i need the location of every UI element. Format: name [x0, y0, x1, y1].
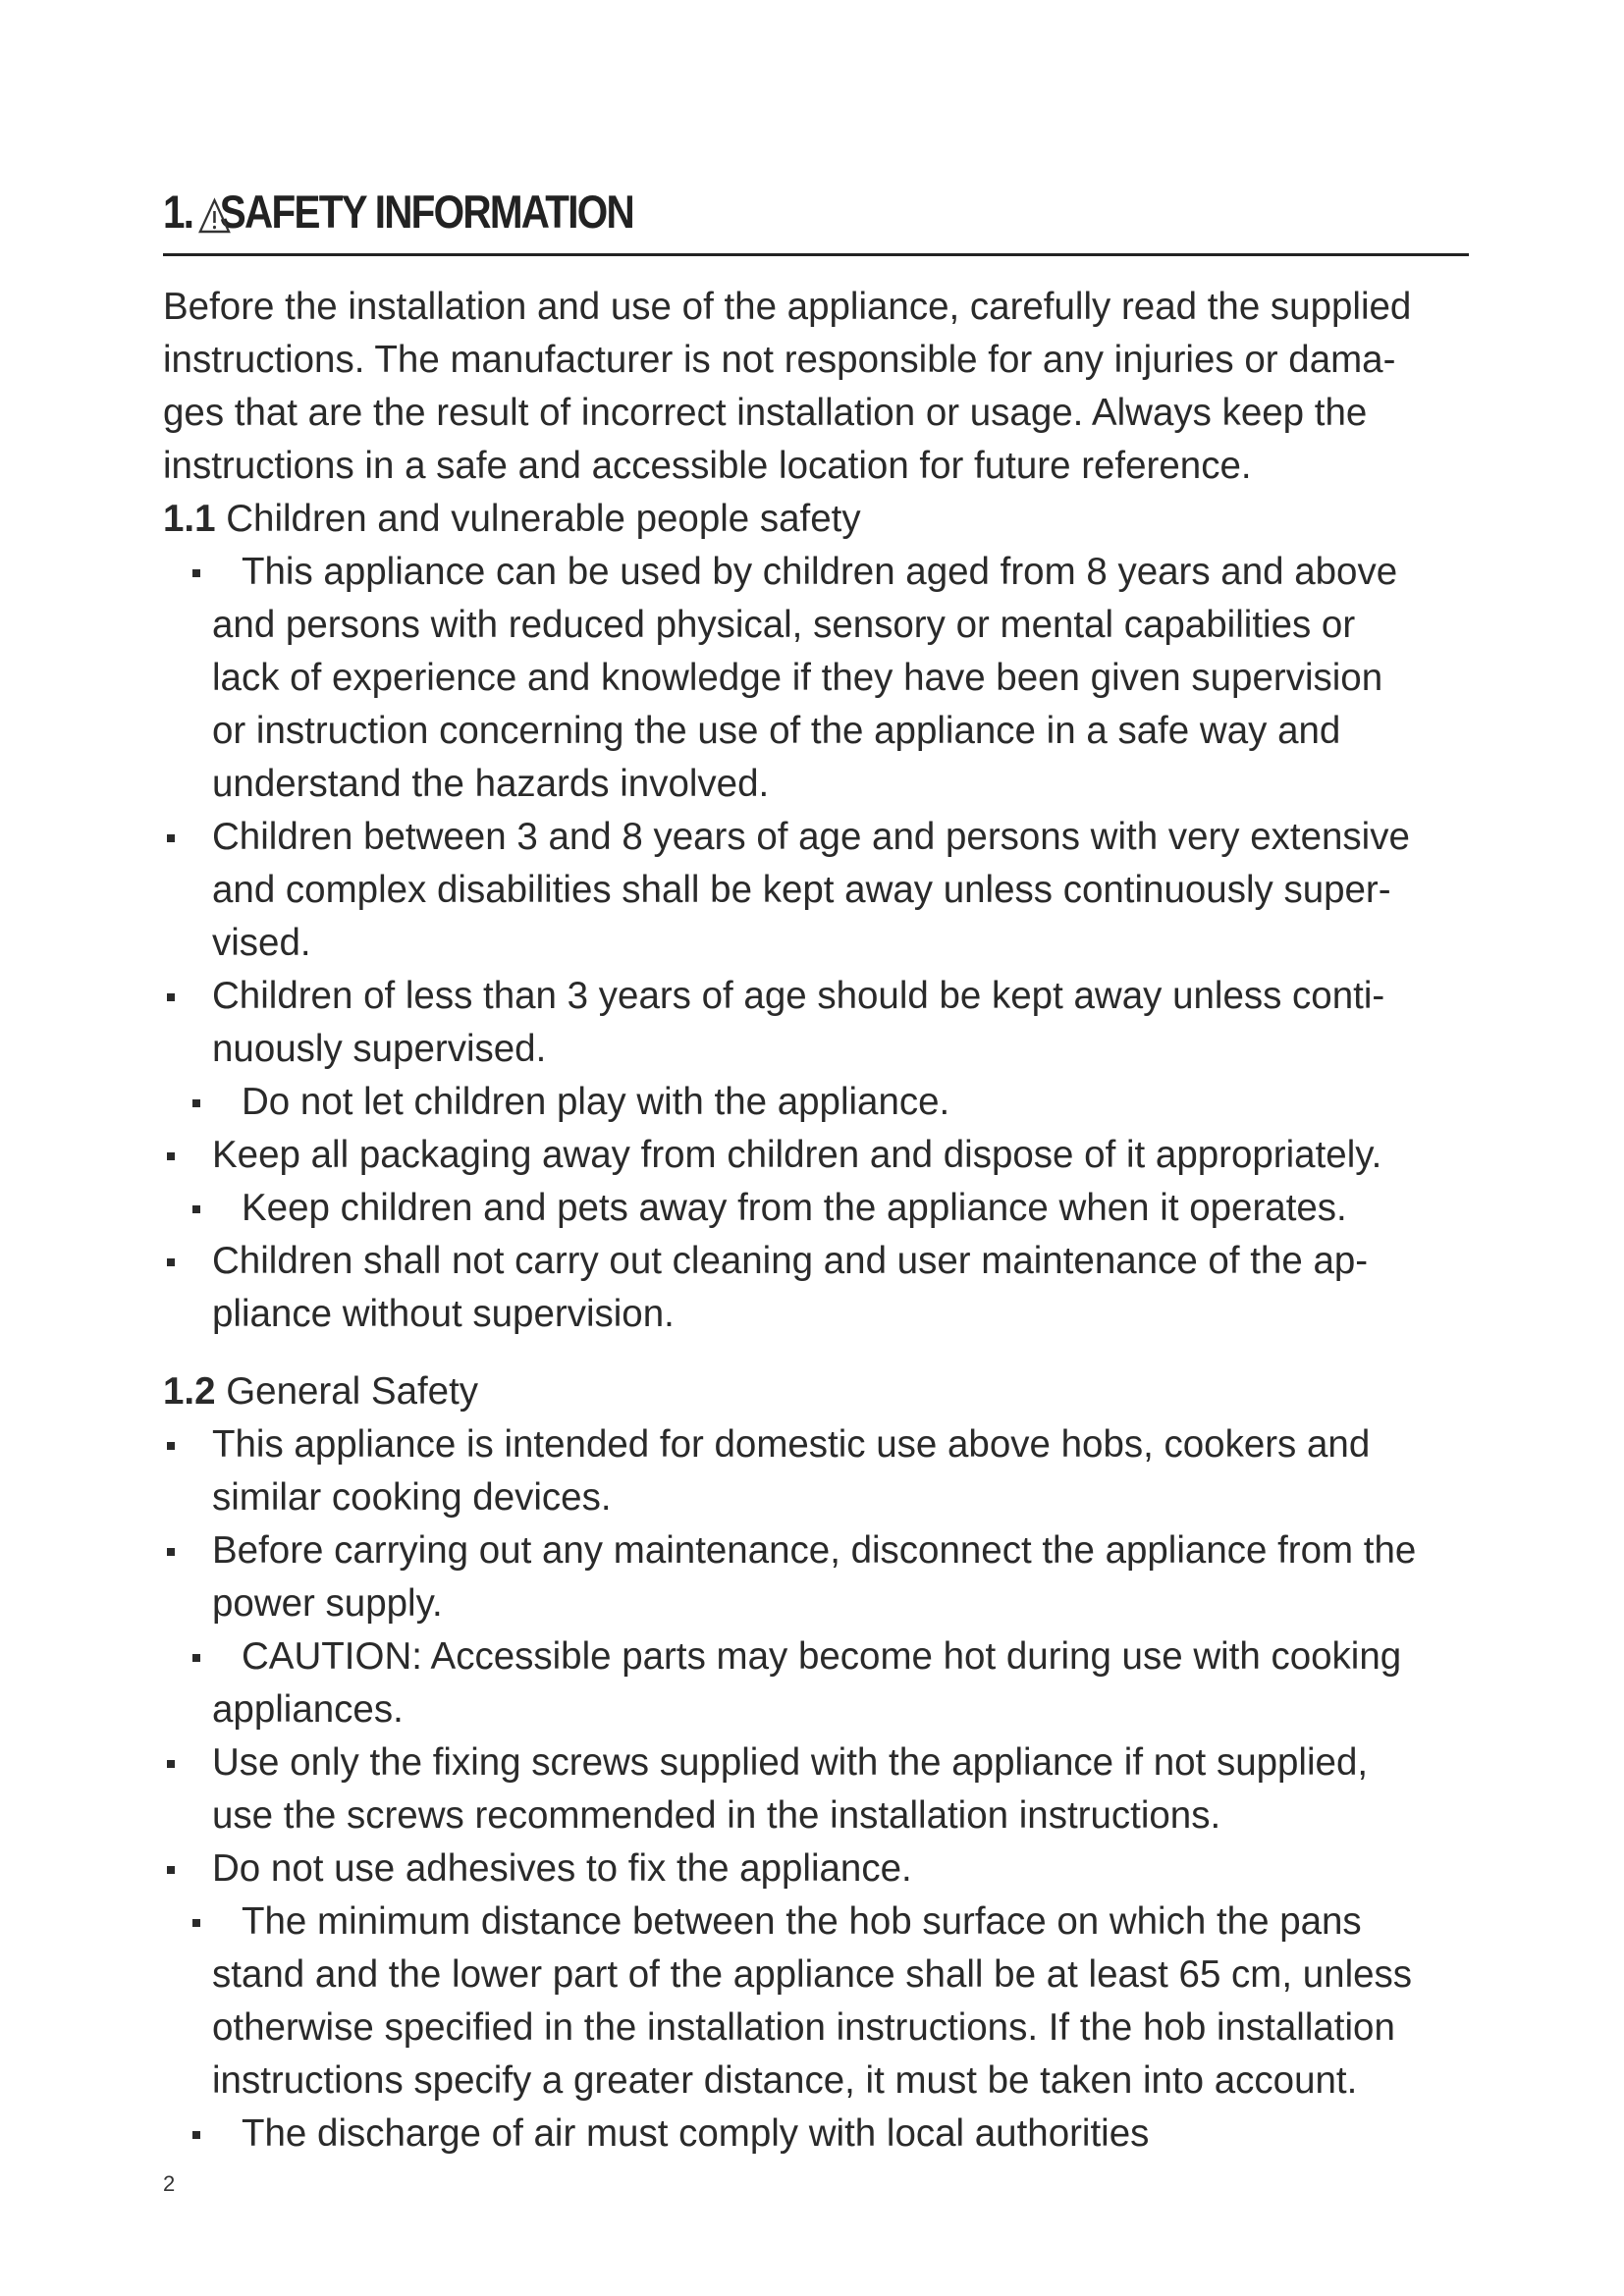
list-item-line: lack of experience and knowledge if they have been given supervision	[212, 657, 1383, 699]
heading-divider	[163, 253, 1469, 256]
intro-line: Before the installation and use of the appliance, carefully read the supplied	[163, 286, 1412, 328]
list-item-line: power supply.	[212, 1582, 443, 1625]
list-item	[212, 1182, 1347, 1235]
subsection-2-number: 1.2	[163, 1370, 216, 1413]
bullet-icon	[192, 2131, 200, 2139]
list-item	[212, 546, 1397, 811]
list-item-line: nuously supervised.	[212, 1028, 547, 1070]
warning-triangle-icon	[197, 196, 231, 236]
list-item-line: This appliance is intended for domestic use above hobs, cookers and	[212, 1423, 1371, 1466]
subsection-2-heading	[163, 1365, 478, 1418]
list-item	[212, 1235, 1368, 1341]
intro-paragraph	[163, 281, 1479, 493]
bullet-icon	[192, 1099, 200, 1107]
bullet-icon	[167, 1760, 175, 1768]
list-item-line: understand the hazards involved.	[212, 763, 770, 805]
bullet-icon	[192, 1919, 200, 1927]
bullet-icon	[167, 993, 175, 1001]
list-item	[212, 1076, 949, 1129]
list-item-line: Keep all packaging away from children and dispose of it appropriately.	[212, 1134, 1382, 1176]
list-item-line: vised.	[212, 922, 311, 964]
bullet-icon	[167, 1548, 175, 1556]
list-item	[212, 1418, 1370, 1524]
list-item-line: or instruction concerning the use of the appliance in a safe way and	[212, 710, 1341, 752]
subsection-2-title: General Safety	[215, 1370, 479, 1413]
list-item-line: similar cooking devices.	[212, 1476, 612, 1519]
list-item-line: instructions specify a greater distance, it must be taken into account.	[212, 2059, 1358, 2102]
bullet-icon	[167, 1442, 175, 1450]
list-item-line: Children shall not carry out cleaning and user maintenance of the ap-	[212, 1240, 1369, 1282]
list-item-line: This appliance can be used by children aged from 8 years and above	[242, 551, 1398, 593]
list-item-line: pliance without supervision.	[212, 1293, 675, 1335]
subsection-1-number: 1.1	[163, 498, 216, 540]
list-item	[212, 1842, 912, 1896]
list-item-line: Do not let children play with the appliance.	[242, 1081, 950, 1123]
list-item-line: Children between 3 and 8 years of age and persons with very extensive	[212, 816, 1410, 858]
list-item	[212, 1630, 1401, 1736]
section-title: SAFETY INFORMATION	[219, 186, 633, 238]
list-item-line: Keep children and pets away from the appliance when it operates.	[242, 1187, 1347, 1229]
bullet-icon	[167, 1152, 175, 1160]
bullet-icon	[192, 1654, 200, 1662]
list-item-line: Use only the fixing screws supplied with the appliance if not supplied,	[212, 1741, 1369, 1784]
list-item-line: and persons with reduced physical, sensory or mental capabilities or	[212, 604, 1356, 646]
list-item-line: The discharge of air must comply with local authorities	[242, 2112, 1150, 2155]
list-item	[212, 1896, 1412, 2108]
list-item	[212, 970, 1384, 1076]
bullet-icon	[192, 1205, 200, 1213]
list-item-line: The minimum distance between the hob surface on which the pans	[242, 1900, 1362, 1943]
bullet-icon	[167, 834, 175, 842]
list-item-line: use the screws recommended in the installation instructions.	[212, 1794, 1221, 1837]
list-item-line: CAUTION: Accessible parts may become hot during use with cooking	[242, 1635, 1402, 1678]
list-item	[212, 1736, 1368, 1842]
list-item	[212, 811, 1410, 970]
bullet-icon	[167, 1866, 175, 1874]
list-item-line: Children of less than 3 years of age should be kept away unless conti-	[212, 975, 1385, 1017]
list-item	[212, 1524, 1416, 1630]
section-number: 1.	[163, 186, 193, 238]
bullet-icon	[167, 1258, 175, 1266]
list-item-line: stand and the lower part of the appliance shall be at least 65 cm, unless	[212, 1953, 1413, 1996]
subsection-1-title: Children and vulnerable people safety	[215, 498, 861, 540]
intro-line: ges that are the result of incorrect installation or usage. Always keep the	[163, 392, 1368, 434]
subsection-1-heading	[163, 493, 861, 546]
intro-line: instructions in a safe and accessible location for future reference.	[163, 445, 1252, 487]
list-item	[212, 1129, 1381, 1182]
list-item-line: appliances.	[212, 1688, 404, 1731]
list-item-line: otherwise specified in the installation instructions. If the hob installation	[212, 2006, 1395, 2049]
page-number: 2	[163, 2171, 176, 2196]
list-item-line: Before carrying out any maintenance, disconnect the appliance from the	[212, 1529, 1417, 1572]
bullet-icon	[192, 569, 200, 577]
list-item	[212, 2108, 1149, 2161]
intro-line: instructions. The manufacturer is not responsible for any injuries or dama-	[163, 339, 1396, 381]
list-item-line: and complex disabilities shall be kept away unless continuously super-	[212, 869, 1391, 911]
section-heading	[163, 185, 633, 239]
list-item-line: Do not use adhesives to fix the appliance.	[212, 1847, 912, 1890]
